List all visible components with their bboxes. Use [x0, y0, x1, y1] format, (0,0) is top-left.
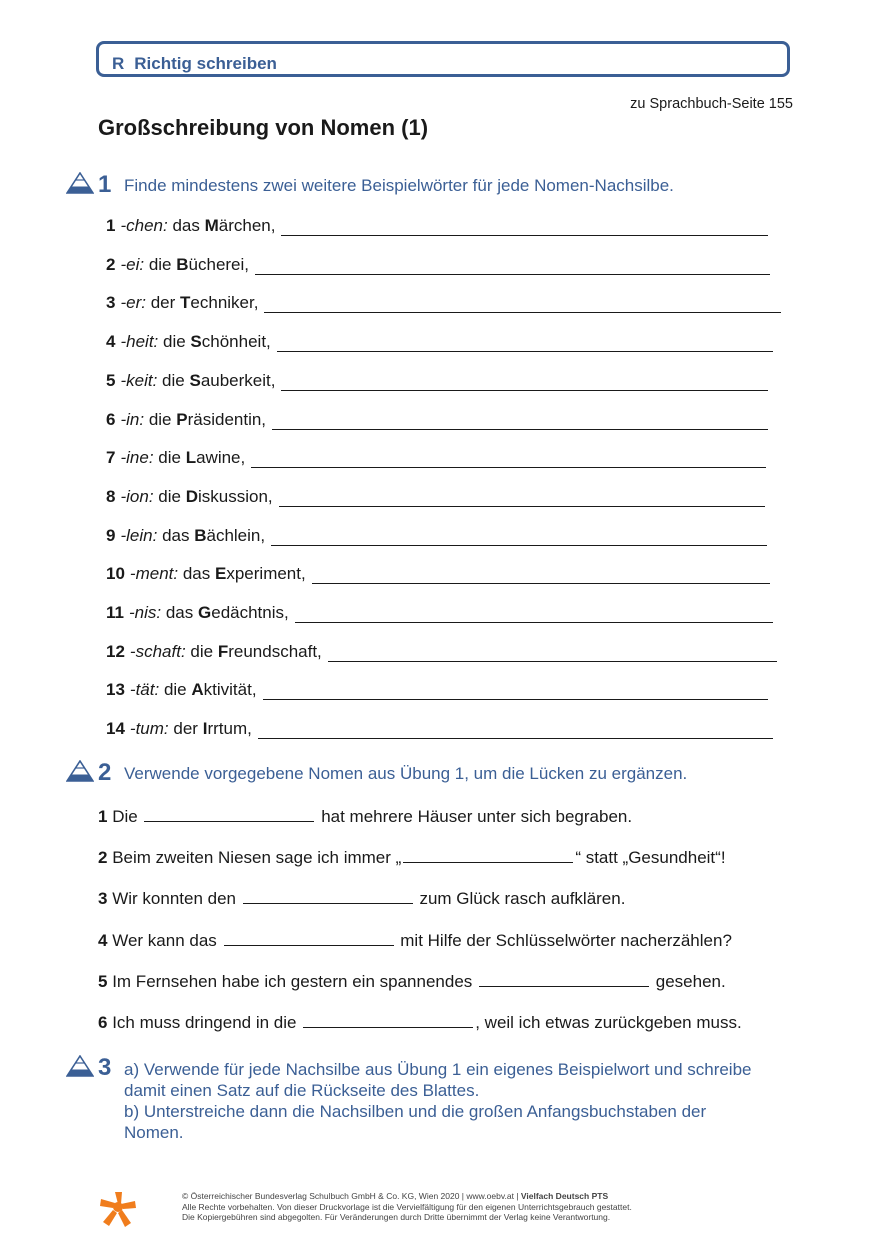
item-article: das: [162, 525, 190, 545]
footer-line-2: Alle Rechte vorbehalten. Von dieser Druckvorlage ist die Vervielfältigung für den eigenen Unterrichtsgebrauch gestattet.: [182, 1201, 632, 1212]
item-article: die: [148, 254, 172, 274]
answer-line[interactable]: [281, 390, 768, 391]
item-suffix: -lein:: [120, 525, 158, 545]
fill-in-blank[interactable]: [303, 1013, 473, 1028]
item-capital-letter: I: [202, 719, 208, 739]
publisher-star-logo: [98, 1190, 138, 1228]
task3-line-a2: damit einen Satz auf die Rückseite des Blattes.: [124, 1081, 480, 1100]
answer-line[interactable]: [263, 699, 768, 700]
sentence-end: , weil ich etwas zurückgeben muss.: [475, 1013, 742, 1032]
task1-item: [106, 293, 258, 313]
item-word-rest: auberkeit,: [200, 370, 276, 390]
item-capital-letter: M: [204, 216, 219, 235]
task1-item: [106, 719, 252, 739]
item-suffix: -keit:: [120, 370, 158, 390]
item-word-rest: edächtnis,: [211, 603, 289, 622]
item-suffix: -nis:: [128, 603, 162, 622]
sentence-number: 5: [98, 971, 108, 991]
item-word-rest: reundschaft,: [228, 641, 322, 661]
sentence-start: Wir konnten den: [112, 889, 236, 909]
sentence-end: mit Hilfe der Schlüsselwörter nacherzählen?: [400, 930, 732, 950]
sentence-start: Die: [112, 807, 138, 826]
task1-item: [106, 255, 249, 275]
sentence-start: Wer kann das: [112, 930, 217, 950]
sentence-end: hat mehrere Häuser unter sich begraben.: [321, 807, 633, 826]
task1-item: [106, 603, 289, 623]
item-article: der: [173, 719, 198, 739]
item-article: das: [172, 216, 200, 235]
task3-line-b2: Nomen.: [124, 1123, 184, 1142]
pyramid-difficulty-icon: [66, 172, 94, 194]
item-article: die: [158, 448, 181, 468]
answer-line[interactable]: [328, 661, 777, 662]
sentence-end: “ statt „Gesundheit“!: [575, 848, 726, 868]
item-article: das: [182, 564, 211, 584]
section-header-text: [112, 54, 277, 74]
item-number: 11: [106, 603, 124, 622]
item-number: 9: [106, 525, 116, 545]
page-title: Großschreibung von Nomen (1): [98, 115, 429, 140]
sentence-number: 2: [98, 848, 108, 868]
item-suffix: -tät:: [129, 680, 160, 700]
answer-line[interactable]: [258, 738, 773, 739]
answer-line[interactable]: [251, 467, 766, 468]
item-suffix: -in:: [120, 409, 145, 429]
sentence-end: gesehen.: [655, 971, 726, 991]
task1-number: 1: [98, 171, 112, 198]
sentence-start: Ich muss dringend in die: [112, 1013, 297, 1032]
footer-line-1-text: © Österreichischer Bundesverlag Schulbuch GmbH & Co. KG, Wien 2020 | www.oebv.at |: [182, 1191, 521, 1201]
task1-item: [106, 332, 271, 352]
item-suffix: -tum:: [129, 719, 169, 739]
item-number: 4: [106, 332, 116, 352]
task3-instruction: [124, 1059, 752, 1143]
item-word-rest: xperiment,: [226, 564, 306, 584]
sentence-number: 1: [98, 807, 108, 826]
fill-in-blank[interactable]: [144, 807, 314, 822]
task2-sentence: [98, 931, 732, 951]
answer-line[interactable]: [281, 235, 768, 236]
task1-item: [106, 680, 257, 700]
item-article: die: [190, 641, 214, 661]
task1-item: [106, 642, 322, 662]
item-suffix: -ion:: [120, 486, 154, 506]
task2-sentence: [98, 889, 625, 909]
fill-in-blank[interactable]: [403, 848, 573, 863]
section-letter: R: [112, 54, 125, 73]
sentence-number: 6: [98, 1013, 108, 1032]
item-number: 5: [106, 370, 116, 390]
task1-item: [106, 448, 245, 468]
item-article: die: [148, 409, 172, 429]
item-suffix: -schaft:: [129, 641, 186, 661]
pyramid-difficulty-icon: [66, 1055, 94, 1077]
answer-line[interactable]: [279, 506, 765, 507]
item-number: 7: [106, 448, 116, 468]
sentence-start: Im Fernsehen habe ich gestern ein spannendes: [112, 971, 473, 991]
item-suffix: -ei:: [120, 254, 145, 274]
task1-item: [106, 564, 306, 584]
item-article: der: [150, 293, 176, 313]
item-suffix: -er:: [120, 293, 146, 313]
pyramid-difficulty-icon: [66, 760, 94, 782]
sentence-end: zum Glück rasch aufklären.: [419, 889, 626, 909]
task2-instruction: Verwende vorgegebene Nomen aus Übung 1, um die Lücken zu ergänzen.: [124, 764, 688, 783]
item-number: 12: [106, 641, 125, 661]
task2-sentence: [98, 1013, 742, 1033]
section-label: Richtig schreiben: [134, 54, 277, 73]
item-number: 10: [106, 564, 125, 584]
footer-copyright: [182, 1191, 632, 1223]
task2-sentence: [98, 848, 726, 868]
item-capital-letter: E: [215, 564, 227, 584]
item-word-rest: rrtum,: [207, 719, 252, 739]
item-suffix: -ine:: [120, 448, 154, 468]
task1-item: [106, 526, 265, 546]
item-capital-letter: S: [190, 332, 202, 352]
item-word-rest: chönheit,: [201, 332, 271, 352]
item-capital-letter: P: [176, 409, 188, 429]
fill-in-blank[interactable]: [479, 972, 649, 987]
item-word-rest: iskussion,: [197, 486, 273, 506]
item-word-rest: ücherei,: [188, 254, 250, 274]
item-number: 2: [106, 254, 116, 274]
item-number: 6: [106, 409, 116, 429]
answer-line[interactable]: [312, 583, 770, 584]
task1-item: [106, 216, 275, 236]
item-capital-letter: B: [176, 254, 189, 274]
sentence-number: 3: [98, 889, 108, 909]
item-article: die: [163, 332, 186, 352]
task2-number: 2: [98, 759, 112, 786]
sentence-start: Beim zweiten Niesen sage ich immer „: [112, 848, 402, 868]
answer-line[interactable]: [277, 351, 773, 352]
item-suffix: -ment:: [129, 564, 179, 584]
task2-sentence: [98, 972, 726, 992]
footer-line-1: [182, 1191, 632, 1202]
answer-line[interactable]: [255, 274, 770, 275]
section-header: [96, 41, 790, 77]
task3-number: 3: [98, 1054, 112, 1081]
answer-line[interactable]: [271, 545, 767, 546]
item-suffix: -heit:: [120, 332, 159, 352]
task3-line-a1: a) Verwende für jede Nachsilbe aus Übung 1 ein eigenes Beispielwort und schreibe: [124, 1060, 752, 1079]
item-number: 1: [106, 216, 116, 235]
item-word-rest: echniker,: [190, 293, 259, 313]
textbook-reference: zu Sprachbuch-Seite 155: [630, 96, 793, 112]
item-capital-letter: L: [185, 448, 197, 468]
item-article: die: [158, 486, 181, 506]
item-word-rest: ächlein,: [206, 525, 266, 545]
item-word-rest: räsidentin,: [187, 409, 267, 429]
item-number: 3: [106, 293, 116, 313]
fill-in-blank[interactable]: [243, 889, 413, 904]
item-capital-letter: T: [180, 293, 191, 313]
task1-item: [106, 487, 273, 507]
item-capital-letter: A: [191, 680, 204, 700]
task1-instruction: Finde mindestens zwei weitere Beispielwörter für jede Nomen-Nachsilbe.: [124, 176, 674, 195]
item-number: 14: [106, 719, 125, 739]
fill-in-blank[interactable]: [224, 931, 394, 946]
task1-item: [106, 371, 275, 391]
item-number: 8: [106, 486, 116, 506]
item-word-rest: awine,: [196, 448, 246, 468]
answer-line[interactable]: [264, 312, 781, 313]
item-capital-letter: B: [194, 525, 207, 545]
footer-line-3: Die Kopiergebühren sind abgegolten. Für Veränderungen durch Dritte übernimmt der Verlag keine Verantwortung.: [182, 1212, 611, 1222]
item-article: die: [162, 370, 185, 390]
answer-line[interactable]: [295, 622, 773, 623]
sentence-number: 4: [98, 930, 108, 950]
item-word-rest: ärchen,: [218, 216, 276, 235]
task2-sentence: [98, 807, 632, 827]
item-number: 13: [106, 680, 125, 700]
item-word-rest: ktivität,: [203, 680, 257, 700]
item-suffix: -chen:: [120, 216, 168, 235]
task1-item: [106, 410, 266, 430]
task3-line-b1: b) Unterstreiche dann die Nachsilben und die großen Anfangsbuchstaben der: [124, 1102, 707, 1121]
item-capital-letter: F: [217, 641, 229, 661]
footer-product-name: Vielfach Deutsch PTS: [520, 1191, 609, 1201]
item-article: das: [165, 603, 194, 622]
item-capital-letter: D: [185, 486, 198, 506]
item-capital-letter: S: [189, 370, 201, 390]
item-capital-letter: G: [198, 603, 212, 622]
item-article: die: [163, 680, 187, 700]
answer-line[interactable]: [272, 429, 768, 430]
